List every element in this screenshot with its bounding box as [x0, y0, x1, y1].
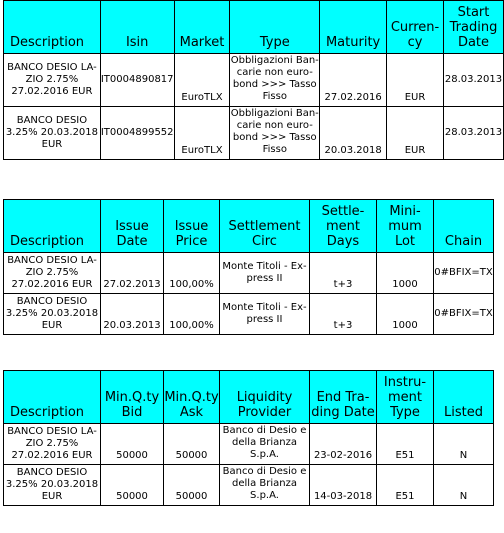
col-header-issue-date: Issue Date [101, 200, 164, 253]
cell-min-qty-ask: 50000 [164, 465, 220, 506]
cell-description: BANCO DESIO 3.25% 20.03.2018 EUR [4, 107, 101, 160]
cell-isin: IT0004899552 [100, 107, 174, 160]
col-header-listed: Listed [434, 371, 494, 424]
cell-market: EuroTLX [174, 107, 230, 160]
instrument-info-table [3, 0, 504, 160]
cell-settlement-days: t+3 [310, 253, 377, 294]
cell-min-qty-bid: 50000 [101, 465, 164, 506]
cell-listed: N [434, 424, 494, 465]
cell-min-qty-ask: 50000 [164, 424, 220, 465]
col-header-end-trading-date: End Tra-ding Date [310, 371, 377, 424]
cell-issue-date: 20.03.2013 [101, 294, 164, 335]
table-header-row [4, 371, 494, 424]
table-row [4, 107, 504, 160]
trading-info-table [3, 370, 494, 506]
table-row [4, 294, 494, 335]
cell-description: BANCO DESIO 3.25% 20.03.2018 EUR [4, 465, 101, 506]
cell-listed: N [434, 465, 494, 506]
cell-settlement-circ: Monte Titoli - Ex-press II [220, 294, 310, 335]
col-header-minimum-lot: Mini-mum Lot [377, 200, 434, 253]
col-header-chain: Chain [434, 200, 494, 253]
cell-currency: EUR [387, 107, 444, 160]
col-header-type: Type [230, 1, 320, 54]
cell-maturity: 27.02.2016 [320, 54, 387, 107]
col-header-maturity: Maturity [320, 1, 387, 54]
col-header-min-qty-ask: Min.Q.ty Ask [164, 371, 220, 424]
col-header-issue-price: Issue Price [164, 200, 220, 253]
col-header-description: Description [4, 371, 101, 424]
cell-end-trading-date: 23-02-2016 [310, 424, 377, 465]
col-header-description: Description [4, 1, 101, 54]
cell-chain: 0#BFIX=TX [434, 294, 494, 335]
cell-description: BANCO DESIO LA-ZIO 2.75% 27.02.2016 EUR [4, 54, 101, 107]
cell-market: EuroTLX [174, 54, 230, 107]
cell-start-trading-date: 28.03.2013 [443, 54, 503, 107]
cell-type: Obbligazioni Ban-carie non euro-bond >>> Tasso Fisso [230, 107, 320, 160]
col-header-market: Market [174, 1, 230, 54]
col-header-settlement-circ: Settlement Circ [220, 200, 310, 253]
col-header-isin: Isin [100, 1, 174, 54]
cell-liquidity-provider: Banco di Desio e della Brianza S.p.A. [220, 465, 310, 506]
col-header-start-trading-date: Start Trading Date [443, 1, 503, 54]
cell-maturity: 20.03.2018 [320, 107, 387, 160]
cell-liquidity-provider: Banco di Desio e della Brianza S.p.A. [220, 424, 310, 465]
table-header-row [4, 1, 504, 54]
cell-issue-date: 27.02.2013 [101, 253, 164, 294]
cell-end-trading-date: 14-03-2018 [310, 465, 377, 506]
col-header-currency: Curren-cy [387, 1, 444, 54]
col-header-liquidity-provider: Liquidity Provider [220, 371, 310, 424]
cell-settlement-days: t+3 [310, 294, 377, 335]
cell-isin: IT0004890817 [100, 54, 174, 107]
cell-start-trading-date: 28.03.2013 [443, 107, 503, 160]
cell-settlement-circ: Monte Titoli - Ex-press II [220, 253, 310, 294]
table-header-row [4, 200, 494, 253]
cell-type: Obbligazioni Ban-carie non euro-bond >>> Tasso Fisso [230, 54, 320, 107]
col-header-settlement-days: Settle-ment Days [310, 200, 377, 253]
col-header-min-qty-bid: Min.Q.ty Bid [101, 371, 164, 424]
table-row [4, 424, 494, 465]
table-row [4, 465, 494, 506]
cell-min-qty-bid: 50000 [101, 424, 164, 465]
cell-issue-price: 100,00% [164, 253, 220, 294]
cell-minimum-lot: 1000 [377, 253, 434, 294]
cell-chain: 0#BFIX=TX [434, 253, 494, 294]
cell-minimum-lot: 1000 [377, 294, 434, 335]
cell-issue-price: 100,00% [164, 294, 220, 335]
table-row [4, 253, 494, 294]
cell-description: BANCO DESIO LA-ZIO 2.75% 27.02.2016 EUR [4, 424, 101, 465]
issue-info-table [3, 199, 494, 335]
cell-currency: EUR [387, 54, 444, 107]
cell-instrument-type: E51 [377, 424, 434, 465]
cell-instrument-type: E51 [377, 465, 434, 506]
cell-description: BANCO DESIO 3.25% 20.03.2018 EUR [4, 294, 101, 335]
table-row [4, 54, 504, 107]
col-header-description: Description [4, 200, 101, 253]
col-header-instrument-type: Instru-ment Type [377, 371, 434, 424]
cell-description: BANCO DESIO LA-ZIO 2.75% 27.02.2016 EUR [4, 253, 101, 294]
